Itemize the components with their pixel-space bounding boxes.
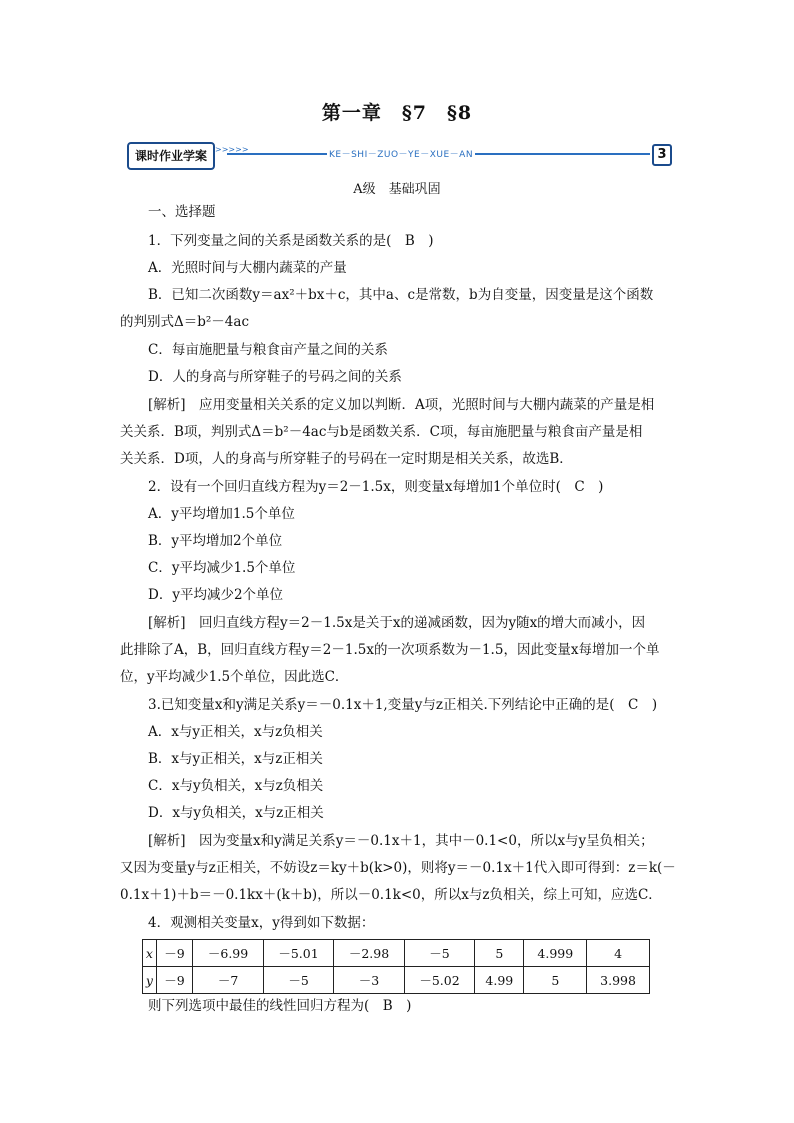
table-cell: －9 [156, 940, 193, 967]
observation-table [142, 939, 650, 994]
table-cell: 4 [587, 940, 650, 967]
banner-pinyin: KE－SHI－ZUO－YE－XUE－AN [327, 147, 475, 160]
q3-option-c: C．x与y负相关，x与z负相关 [148, 778, 324, 794]
table-cell: －5 [404, 940, 474, 967]
q3-option-a: A．x与y正相关，x与z负相关 [148, 724, 323, 740]
q2-option-b: B．y平均增加2个单位 [148, 533, 283, 549]
q2-option-c: C．y平均减少1.5个单位 [148, 560, 296, 576]
table-cell: －2.98 [334, 940, 404, 967]
q3-analysis: [解析] 因为变量x和y满足关系y＝－0.1x＋1，其中－0.1<0，所以x与y呈负相关； [148, 833, 654, 849]
question-4-prompt: 则下列选项中最佳的线性回归方程为( B ) [148, 998, 412, 1014]
q2-option-a: A．y平均增加1.5个单位 [148, 506, 295, 522]
question-1: 1．下列变量之间的关系是函数关系的是( B ) [148, 233, 434, 249]
q1-option-b: B．已知二次函数y＝ax²＋bx＋c，其中a、c是常数，b为自变量，因变量是这个函数 [148, 287, 654, 303]
chapter-title: 第一章 §7 §8 [321, 102, 473, 124]
question-4: 4．观测相关变量x，y得到如下数据： [148, 915, 375, 931]
table-cell: 5 [475, 940, 524, 967]
q1-option-b-cont: 的判别式Δ＝b²－4ac [120, 314, 250, 330]
level-heading: A级 基础巩固 [353, 182, 441, 197]
table-row-y [143, 967, 650, 994]
q2-analysis-cont: 位，y平均减少1.5个单位，因此选C． [120, 669, 349, 685]
table-cell: －6.99 [193, 940, 263, 967]
q3-analysis-cont: 又因为变量y与z正相关，不妨设z＝ky＋b(k>0)，则将y＝－0.1x＋1代入即可得到：z＝k(－ [120, 860, 676, 876]
table-cell: 4.99 [475, 967, 524, 994]
q3-option-d: D．x与y负相关，x与z正相关 [148, 805, 324, 821]
table-cell: －7 [193, 967, 263, 994]
table-cell: －5 [263, 967, 333, 994]
q2-analysis: [解析] 回归直线方程y＝2－1.5x是关于x的递减函数，因为y随x的增大而减小，因 [148, 615, 646, 631]
question-2: 2．设有一个回归直线方程为y＝2－1.5x，则变量x每增加1个单位时( C ) [148, 479, 604, 495]
banner-number: 3 [652, 144, 672, 166]
table-header-y: y [143, 967, 157, 994]
q1-option-d: D．人的身高与所穿鞋子的号码之间的关系 [148, 369, 402, 385]
q2-option-d: D．y平均减少2个单位 [148, 587, 284, 603]
q1-analysis: [解析] 应用变量相关关系的定义加以判断．A项，光照时间与大棚内蔬菜的产量是相 [148, 397, 655, 413]
table-cell: 4.999 [524, 940, 587, 967]
table-cell: －9 [156, 967, 193, 994]
table-row-x [143, 940, 650, 967]
table-cell: －5.01 [263, 940, 333, 967]
q3-analysis-cont: 0.1x＋1)＋b＝－0.1kx＋(k＋b)，所以－0.1k<0，所以x与z负相关，综上可知，应选C． [120, 887, 662, 903]
section-heading: 一、选择题 [148, 204, 216, 220]
q3-option-b: B．x与y正相关，x与z正相关 [148, 751, 323, 767]
table-cell: －3 [334, 967, 404, 994]
banner-label: 课时作业学案 [127, 142, 215, 170]
table-cell: －5.02 [404, 967, 474, 994]
table-header-x: x [143, 940, 157, 967]
homework-banner [127, 141, 674, 169]
q2-analysis-cont: 此排除了A，B，回归直线方程y＝2－1.5x的一次项系数为－1.5，因此变量x每增加一个单 [120, 642, 660, 658]
q1-option-c: C．每亩施肥量与粮食亩产量之间的关系 [148, 342, 388, 358]
banner-arrows: >>>>> [215, 145, 249, 154]
q1-analysis-cont: 关关系．B项，判别式Δ＝b²－4ac与b是函数关系．C项，每亩施肥量与粮食亩产量是相 [120, 424, 643, 440]
table-cell: 5 [524, 967, 587, 994]
q1-analysis-cont: 关关系．D项，人的身高与所穿鞋子的号码在一定时期是相关关系，故选B． [120, 451, 573, 467]
q1-option-a: A．光照时间与大棚内蔬菜的产量 [148, 260, 347, 276]
table-cell: 3.998 [587, 967, 650, 994]
question-3: 3.已知变量x和y满足关系y＝－0.1x＋1,变量y与z正相关.下列结论中正确的是( C ) [148, 697, 658, 713]
